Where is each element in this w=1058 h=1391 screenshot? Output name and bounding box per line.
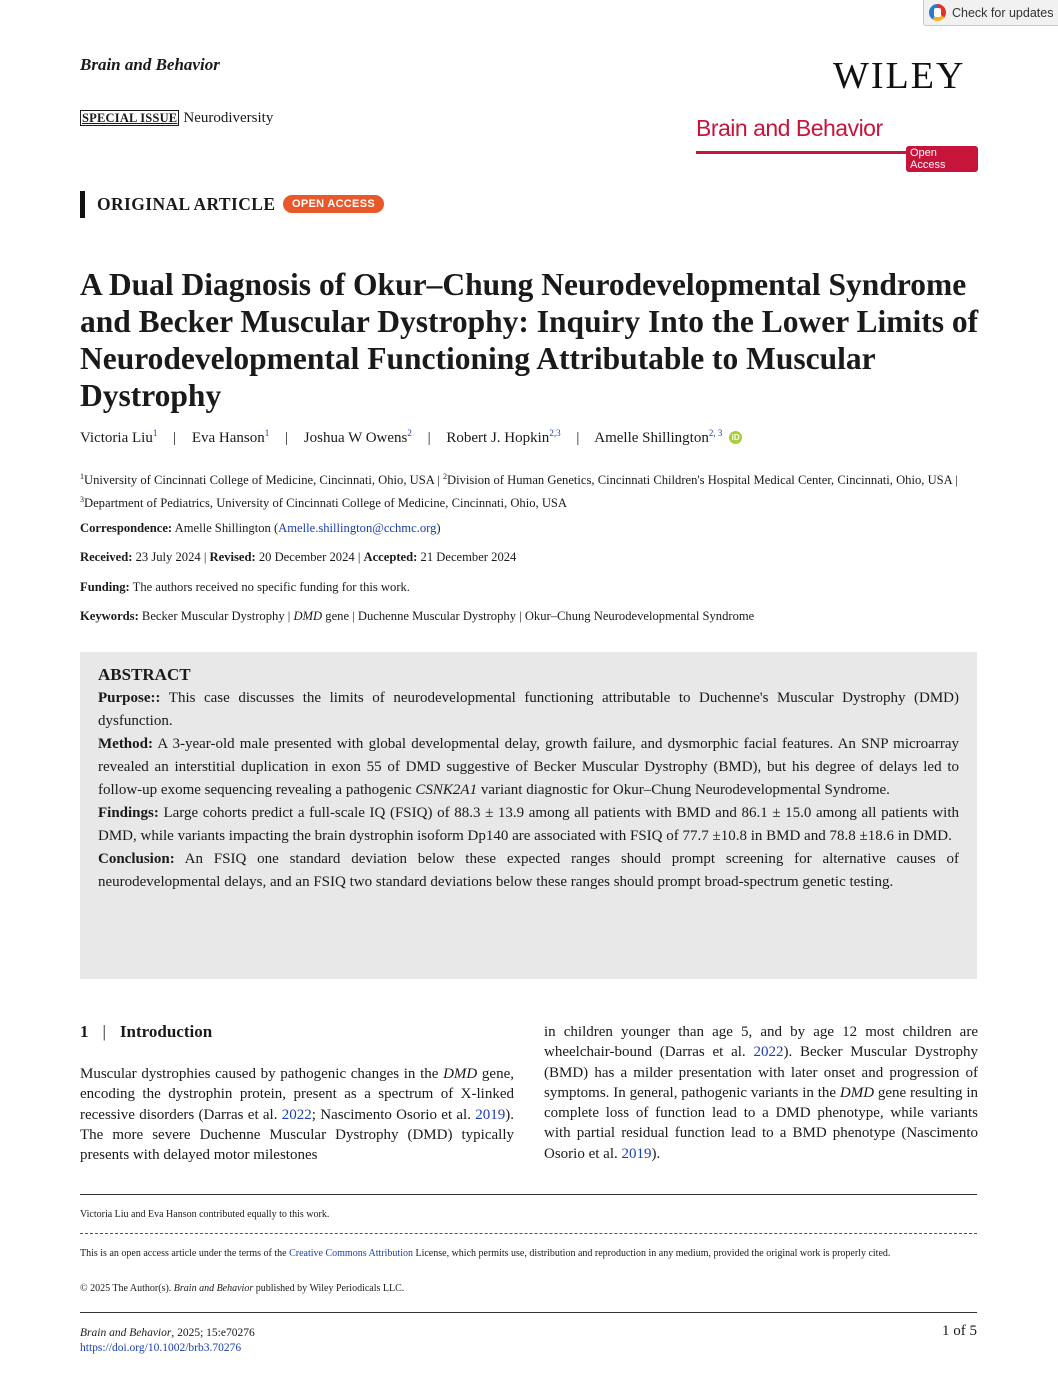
author-affiliation-ref[interactable]: 1 — [264, 428, 270, 438]
abstract-heading: ABSTRACT — [98, 665, 191, 684]
crossmark-icon — [929, 4, 946, 21]
abstract-purpose — [98, 687, 959, 733]
license-text: This is an open access article under the terms of the — [80, 1248, 287, 1259]
section-separator: | — [102, 1022, 106, 1041]
author-name[interactable]: Robert J. Hopkin — [446, 430, 550, 446]
license-text: License, which permits use, distribution and reproduction in any medium, provided the original work is properly cited. — [415, 1248, 891, 1259]
article-title: A Dual Diagnosis of Okur–Chung Neurodevelopmental Syndrome and Becker Muscular Dystrophy: Inquiry Into the Lower Limits of Neurodevelopmental Functioning Attributable to Muscular Dystrophy — [80, 267, 979, 413]
footer-citation-text: , 2025; 15:e70276 — [171, 1327, 255, 1339]
accepted-date: 21 December 2024 — [420, 550, 517, 564]
page-number: 1 of 5 — [942, 1323, 977, 1339]
section-title: Introduction — [119, 1022, 213, 1041]
dates-separator: | — [357, 550, 364, 564]
journal-name-header: Brain and Behavior — [80, 55, 220, 74]
keywords-line: Keywords: Becker Muscular Dystrophy | DMD gene | Duchenne Muscular Dystrophy | Okur–Chung Neurodevelopmental Syndrome — [80, 609, 755, 623]
check-for-updates-label: Check for updates — [952, 5, 1054, 20]
method-text: A 3-year-old male presented with global developmental delay, growth failure, and dysmorphic facial features. An SNP microarray revealed an interstitial duplication in exon 55 of DMD suggestive of Becker Muscular Dystrophy (BMD), but his degree of delays led to follow-up exome sequencing revealing a pathogenic — [98, 736, 959, 798]
author-separator: | — [285, 430, 289, 446]
body-text: in children younger than age 5, and by age 12 most children are wheelchair-bound (Darras et al. — [544, 1024, 978, 1061]
body-column-right — [544, 1022, 978, 1164]
correspondence-email-link[interactable]: Amelle.shillington@cchmc.org — [278, 521, 437, 535]
method-label: Method: — [98, 736, 153, 752]
special-issue-line — [80, 110, 273, 127]
copyright-journal: Brain and Behavior — [173, 1283, 254, 1294]
affiliation-separator: | — [437, 473, 443, 488]
abstract-findings — [98, 802, 959, 848]
citation-link[interactable]: 2022 — [753, 1044, 784, 1061]
funding-label: Funding: — [80, 580, 130, 594]
dates-line — [80, 550, 516, 565]
citation-link[interactable]: 2019 — [475, 1106, 506, 1123]
received-date: 23 July 2024 — [135, 550, 201, 564]
author-name[interactable]: Victoria Liu — [80, 430, 153, 446]
open-access-badge: OPEN ACCESS — [283, 195, 384, 213]
abstract-box — [80, 652, 977, 979]
footer-rule — [80, 1312, 977, 1313]
funding-line — [80, 580, 410, 595]
copyright-note — [80, 1280, 404, 1298]
body-text: gene, encoding the dystrophin protein, present as a spectrum of X-linked recessive disorders (Darras et al. — [80, 1066, 514, 1123]
conclusion-label: Conclusion: — [98, 851, 175, 867]
gene-name: DMD — [839, 1084, 875, 1101]
correspondence-label: Correspondence: — [80, 521, 173, 535]
received-label: Received: — [80, 550, 133, 564]
author-separator: | — [173, 430, 177, 446]
affiliation-number: 3 — [80, 495, 84, 505]
dates-separator: | — [203, 550, 210, 564]
copyright-text: © 2025 The Author(s). — [80, 1283, 172, 1294]
purpose-label: Purpose:: — [98, 690, 161, 706]
findings-text: Large cohorts predict a full-scale IQ (FSIQ) of 88.3 ± 13.9 among all patients with BMD and 86.1 ± 15.0 among all patients with DMD, while variants impacting the brain dystrophin isoform Dp140 are associated with FSIQ of 77.7 ±10.8 in BMD and 78.8 ±18.6 in DMD. — [98, 805, 960, 844]
footnote-rule — [80, 1194, 977, 1195]
citation-link[interactable]: 2019 — [621, 1145, 652, 1162]
author-separator: | — [576, 430, 580, 446]
keyword: Becker Muscular Dystrophy — [141, 609, 285, 623]
footer-journal: Brain and Behavior — [80, 1327, 172, 1339]
orcid-icon[interactable]: iD — [729, 431, 742, 444]
accepted-label: Accepted: — [363, 550, 418, 564]
abstract-conclusion — [98, 848, 959, 894]
funding-text: The authors received no specific funding for this work. — [132, 580, 410, 594]
gene-name: DMD — [443, 1066, 478, 1082]
revised-date: 20 December 2024 — [258, 550, 355, 564]
citation-link[interactable]: 2022 — [281, 1106, 312, 1123]
copyright-text: published by Wiley Periodicals LLC. — [255, 1283, 405, 1294]
footnote-divider — [80, 1233, 977, 1234]
journal-logo-open-access-badge: Open Access — [906, 146, 978, 172]
author-name[interactable]: Eva Hanson — [191, 430, 265, 446]
body-text: gene resulting in complete loss of function lead to a DMD phenotype, while variants with partial residual function lead to a BMD phenotype (Nascimento Osorio et al. — [544, 1084, 979, 1162]
journal-logo[interactable] — [696, 115, 978, 171]
contribution-note: Victoria Liu and Eva Hanson contributed equally to this work. — [80, 1209, 330, 1220]
keyword-italic: DMD — [293, 609, 323, 623]
body-text: ; Nascimento Osorio et al. — [311, 1106, 471, 1123]
license-link[interactable]: Creative Commons Attribution — [289, 1248, 413, 1259]
section-number: 1 — [80, 1022, 89, 1041]
author-list — [80, 428, 742, 447]
keyword: Okur–Chung Neurodevelopmental Syndrome — [524, 609, 755, 623]
method-text-cont: variant diagnostic for Okur–Chung Neurodevelopmental Syndrome. — [480, 782, 890, 798]
journal-logo-title: Brain and Behavior — [696, 115, 883, 141]
revised-label: Revised: — [209, 550, 256, 564]
article-type-bar — [80, 191, 85, 218]
keyword: Duchenne Muscular Dystrophy — [357, 609, 516, 623]
affiliations — [80, 467, 980, 513]
purpose-text: This case discusses the limits of neurodevelopmental functioning attributable to Duchenne's Muscular Dystrophy (DMD) dysfunction. — [98, 690, 960, 729]
publisher-logo[interactable]: WILEY — [833, 55, 966, 97]
author-affiliation-ref[interactable]: 2,3 — [549, 428, 561, 438]
affiliation-number: 2 — [442, 472, 447, 481]
license-note — [80, 1245, 977, 1263]
affiliation-1: University of Cincinnati College of Medicine, Cincinnati, Ohio, USA — [84, 473, 435, 488]
body-text: ). The more severe Duchenne Muscular Dystrophy (DMD) typically presents with delayed motor milestones — [80, 1106, 515, 1164]
body-text: ). — [651, 1145, 661, 1162]
correspondence-name: Amelle Shillington — [174, 521, 271, 535]
abstract-method — [98, 733, 959, 802]
author-affiliation-ref[interactable]: 1 — [152, 428, 158, 438]
body-text: Muscular dystrophies caused by pathogenic changes in the — [80, 1066, 439, 1082]
affiliation-number: 1 — [80, 472, 84, 481]
findings-label: Findings: — [98, 805, 159, 821]
author-name[interactable]: Joshua W Owens — [303, 430, 408, 446]
doi-link[interactable]: https://doi.org/10.1002/brb3.70276 — [80, 1342, 242, 1354]
keyword: gene — [325, 609, 350, 623]
author-affiliation-ref[interactable]: 2, 3 — [708, 428, 723, 438]
keywords-label: Keywords: — [80, 609, 139, 623]
special-issue-label: SPECIAL ISSUE — [82, 111, 178, 125]
body-column-left — [80, 1064, 514, 1165]
correspondence-line: Correspondence: Amelle Shillington (Amelle.shillington@cchmc.org) — [80, 521, 441, 535]
author-affiliation-ref[interactable]: 2 — [407, 428, 412, 438]
author-name[interactable]: Amelle Shillington — [594, 430, 709, 446]
footer-citation — [80, 1326, 255, 1356]
special-issue-topic: Neurodiversity — [183, 110, 274, 126]
author-separator: | — [427, 430, 431, 446]
journal-logo-rule — [696, 151, 908, 154]
affiliation-3: Department of Pediatrics, University of Cincinnati College of Medicine, Cincinnati, Ohio, USA — [84, 496, 568, 511]
conclusion-text: An FSIQ one standard deviation below these expected ranges should prompt screening for alternative causes of neurodevelopmental delays, and an FSIQ two standard deviations below these ranges should prompt broad-spectrum genetic testing. — [98, 851, 959, 890]
section-heading — [80, 1022, 212, 1042]
article-type: ORIGINAL ARTICLE — [97, 194, 276, 214]
affiliation-separator: | — [955, 473, 958, 488]
gene-name: CSNK2A1 — [415, 782, 478, 798]
affiliation-2: Division of Human Genetics, Cincinnati Children's Hospital Medical Center, Cincinnati, Ohio, USA — [446, 473, 953, 488]
check-for-updates-button[interactable] — [923, 0, 1058, 26]
body-text: ). Becker Muscular Dystrophy (BMD) has a milder presentation with later onset and progression of symptoms. In general, pathogenic variants in the — [544, 1044, 978, 1101]
